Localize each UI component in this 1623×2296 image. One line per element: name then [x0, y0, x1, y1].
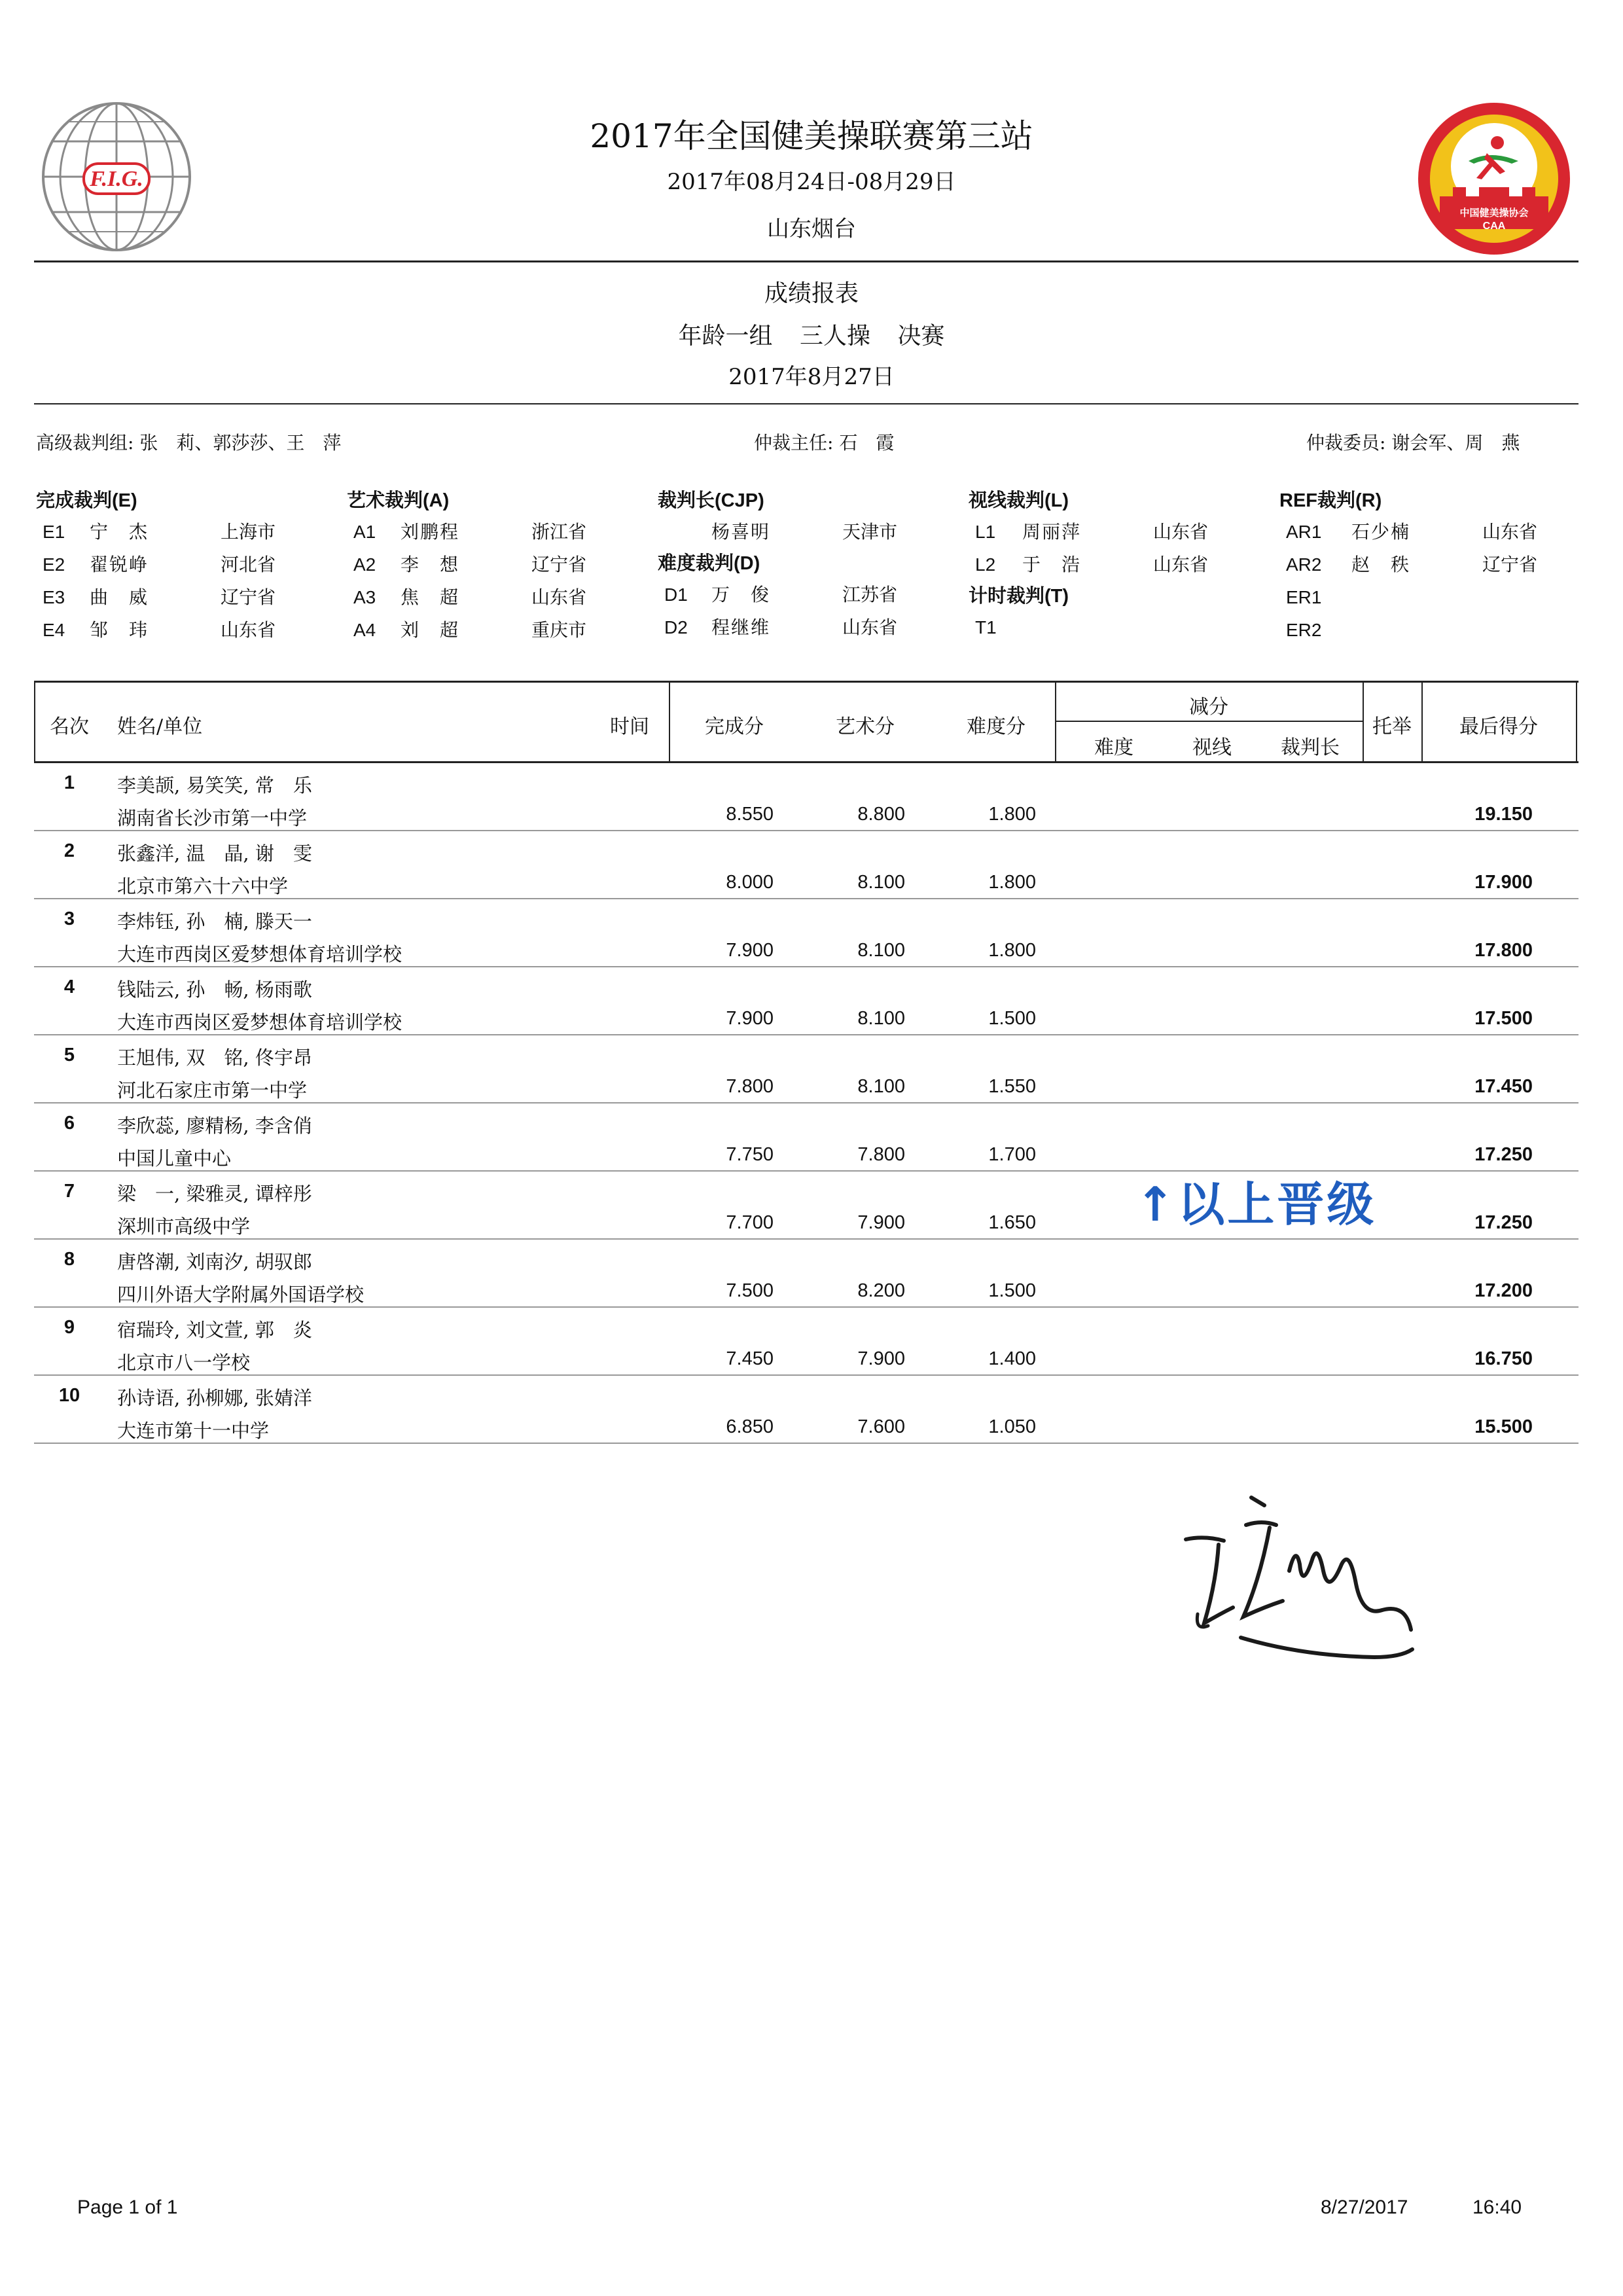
judge-province: 山东省: [1482, 521, 1538, 543]
athletes-cell: 王旭伟, 双 铭, 佟宇昂: [117, 1047, 312, 1069]
judge-province: 重庆市: [531, 619, 587, 641]
execution-judges-title: 完成裁判(E): [36, 490, 137, 511]
header-rank: 名次: [50, 715, 89, 738]
judge-code: A2: [353, 554, 376, 575]
exec-score: 8.000: [726, 872, 774, 893]
judge-code: A1: [353, 522, 376, 542]
judge-province: 浙江省: [531, 521, 587, 543]
final-score: 17.250: [1474, 1212, 1533, 1233]
fig-logo-text: F.I.G.: [90, 167, 143, 191]
judge-name: 宁 杰: [90, 521, 149, 543]
table-row: [34, 967, 1578, 1035]
difficulty-judges-title: 难度裁判(D): [658, 553, 760, 574]
judge-province: 河北省: [221, 554, 276, 575]
judge-province: 辽宁省: [531, 554, 587, 575]
diff-score: 1.650: [988, 1212, 1036, 1233]
jury-president: 仲裁主任: 石 霞: [754, 432, 895, 454]
rank-cell: 4: [63, 977, 75, 997]
judge-name: 翟锐峥: [90, 554, 149, 575]
final-score: 16.750: [1474, 1348, 1533, 1369]
header-deduction: 减分: [1189, 696, 1228, 719]
table-row: [34, 831, 1578, 899]
art-score: 7.600: [857, 1416, 905, 1437]
table-row: [34, 763, 1578, 831]
art-score: 8.100: [857, 1076, 905, 1097]
footer-time: 16:40: [1472, 2197, 1522, 2218]
unit-cell: 北京市八一学校: [117, 1352, 251, 1374]
line-judges-title: 视线裁判(L): [969, 490, 1069, 511]
judge-row: [1279, 548, 1537, 581]
judge-row: [347, 614, 586, 647]
athletes-cell: 李炜钰, 孙 楠, 滕天一: [117, 910, 312, 933]
athletes-cell: 李美颉, 易笑笑, 常 乐: [117, 774, 312, 797]
final-score: 17.250: [1474, 1144, 1533, 1165]
judge-row: [969, 516, 1208, 548]
athletes-cell: 宿瑞玲, 刘文萱, 郭 炎: [117, 1319, 312, 1341]
ref-judges: [1279, 486, 1537, 647]
athletes-cell: 张鑫洋, 温 晶, 谢 雯: [117, 842, 312, 865]
header-lift: 托举: [1372, 715, 1412, 738]
judge-province: 山东省: [221, 619, 276, 641]
judge-code: D2: [664, 617, 688, 637]
judge-row: [658, 611, 897, 644]
art-score: 7.800: [857, 1144, 905, 1165]
final-score: 17.800: [1474, 940, 1533, 961]
header-art: 艺术分: [836, 715, 895, 738]
unit-cell: 湖南省长沙市第一中学: [117, 807, 308, 829]
diff-score: 1.700: [988, 1144, 1036, 1165]
report-subtitle: 年龄一组 三人操 决赛: [678, 323, 945, 350]
final-score: 19.150: [1474, 804, 1533, 825]
art-score: 8.800: [857, 804, 905, 825]
judge-row: [1279, 581, 1537, 614]
final-score: 17.450: [1474, 1076, 1533, 1097]
signature: [1178, 1486, 1427, 1695]
exec-score: 6.850: [726, 1416, 774, 1437]
exec-score: 7.750: [726, 1144, 774, 1165]
athletes-cell: 孙诗语, 孙柳娜, 张婧洋: [117, 1387, 312, 1409]
athletes-cell: 梁 一, 梁雅灵, 谭梓彤: [117, 1183, 312, 1205]
final-score: 17.200: [1474, 1280, 1533, 1301]
judge-province: 辽宁省: [1482, 554, 1538, 575]
rank-cell: 5: [63, 1045, 75, 1066]
deduction-divider: [1055, 721, 1363, 722]
judge-code: L1: [975, 522, 996, 542]
judge-row: [658, 516, 897, 548]
unit-cell: 大连市西岗区爱梦想体育培训学校: [117, 1011, 402, 1033]
unit-cell: 四川外语大学附属外国语学校: [117, 1283, 365, 1306]
judge-code: AR1: [1286, 522, 1322, 542]
judge-province: 山东省: [842, 617, 898, 638]
judge-code: T1: [975, 617, 997, 637]
unit-cell: 北京市第六十六中学: [117, 875, 289, 897]
athletes-cell: 钱陆云, 孙 畅, 杨雨歌: [117, 978, 312, 1001]
judge-name: 杨喜明: [711, 521, 771, 543]
judge-row: [347, 581, 586, 614]
rank-cell: 8: [63, 1249, 75, 1270]
judge-code: ER2: [1286, 620, 1322, 640]
senior-panel: 高级裁判组: 张 莉、郭莎莎、王 萍: [36, 432, 342, 454]
diff-score: 1.050: [988, 1416, 1036, 1437]
header-divider: [34, 260, 1578, 262]
art-score: 8.100: [857, 940, 905, 961]
unit-cell: 深圳市高级中学: [117, 1215, 251, 1238]
athletes-cell: 唐啓潮, 刘南汐, 胡驭郎: [117, 1251, 312, 1273]
execution-judges: [36, 486, 276, 647]
diff-score: 1.800: [988, 872, 1036, 893]
judge-row: [36, 516, 276, 548]
exec-score: 7.800: [726, 1076, 774, 1097]
judge-code: AR2: [1286, 554, 1322, 575]
unit-cell: 大连市第十一中学: [117, 1420, 270, 1442]
judge-name: 于 浩: [1022, 554, 1082, 575]
judge-province: 山东省: [1153, 521, 1209, 543]
exec-score: 7.450: [726, 1348, 774, 1369]
qualified-annotation: ↑以上晋级: [1135, 1177, 1377, 1232]
table-row: [34, 1035, 1578, 1103]
event-venue: 山东烟台: [767, 216, 856, 242]
judge-province: 上海市: [221, 521, 276, 543]
artistic-judges-title: 艺术裁判(A): [347, 490, 450, 511]
exec-score: 8.550: [726, 804, 774, 825]
judge-name: 李 想: [401, 554, 460, 575]
unit-cell: 中国儿童中心: [117, 1147, 232, 1170]
time-judges-title: 计时裁判(T): [969, 586, 1069, 607]
jury-members: 仲裁委员: 谢会军、周 燕: [1306, 432, 1520, 454]
judge-name: 程继维: [711, 617, 771, 638]
judge-row: [347, 548, 586, 581]
header-diff: 难度分: [967, 715, 1026, 738]
judge-name: 刘 超: [401, 619, 460, 641]
table-row: [34, 1240, 1578, 1308]
report-title: 成绩报表: [764, 280, 859, 307]
table-row: [34, 1308, 1578, 1376]
judge-row: [1279, 516, 1537, 548]
diff-score: 1.550: [988, 1076, 1036, 1097]
exec-score: 7.500: [726, 1280, 774, 1301]
final-score: 17.900: [1474, 872, 1533, 893]
judge-name: 周丽萍: [1022, 521, 1082, 543]
final-score: 17.500: [1474, 1008, 1533, 1029]
header-ded-line: 视线: [1192, 736, 1232, 759]
judge-code: A4: [353, 620, 376, 640]
art-score: 8.100: [857, 1008, 905, 1029]
final-score: 15.500: [1474, 1416, 1533, 1437]
footer-page-number: Page 1 of 1: [77, 2197, 178, 2218]
table-row: [34, 899, 1578, 967]
rank-cell: 9: [63, 1317, 75, 1338]
judge-name: 焦 超: [401, 586, 460, 608]
art-score: 7.900: [857, 1348, 905, 1369]
line-time-judges: [969, 486, 1208, 644]
judge-province: 辽宁省: [221, 586, 276, 608]
footer-date: 8/27/2017: [1321, 2197, 1408, 2218]
judge-code: E3: [43, 587, 65, 607]
caa-logo-text: 中国健美操协会: [1459, 207, 1529, 219]
report-date: 2017年8月27日: [728, 364, 895, 390]
results-table: [34, 681, 1578, 1444]
judge-code: E4: [43, 620, 65, 640]
judge-code: ER1: [1286, 587, 1322, 607]
header-ded-cjp: 裁判长: [1281, 736, 1340, 759]
header-final: 最后得分: [1459, 715, 1538, 738]
art-score: 7.900: [857, 1212, 905, 1233]
table-row: [34, 1103, 1578, 1172]
rank-cell: 7: [63, 1181, 75, 1202]
exec-score: 7.900: [726, 1008, 774, 1029]
diff-score: 1.500: [988, 1008, 1036, 1029]
judge-code: A3: [353, 587, 376, 607]
judge-name: 万 俊: [711, 584, 771, 605]
unit-cell: 大连市西岗区爱梦想体育培训学校: [117, 943, 402, 965]
artistic-judges: [347, 486, 586, 647]
caa-logo-sub: CAA: [1482, 221, 1506, 232]
col-divider: [1576, 683, 1577, 761]
judge-row: [36, 581, 276, 614]
exec-score: 7.900: [726, 940, 774, 961]
cjp-judges-title: 裁判长(CJP): [658, 490, 764, 511]
judge-code: E1: [43, 522, 65, 542]
rank-cell: 2: [63, 840, 75, 861]
table-row: [34, 1376, 1578, 1444]
col-divider: [669, 683, 670, 761]
judge-name: 石少楠: [1351, 521, 1411, 543]
report-divider: [34, 403, 1578, 404]
judge-code: E2: [43, 554, 65, 575]
judge-row: [969, 611, 1208, 644]
judge-province: 山东省: [1153, 554, 1209, 575]
judge-province: 天津市: [842, 521, 898, 543]
judge-province: 江苏省: [842, 584, 898, 605]
art-score: 8.100: [857, 872, 905, 893]
rank-cell: 1: [63, 772, 75, 793]
diff-score: 1.800: [988, 804, 1036, 825]
table-header: [34, 681, 1578, 763]
rank-cell: 10: [58, 1385, 80, 1406]
ref-judges-title: REF裁判(R): [1279, 490, 1382, 511]
judge-code: D1: [664, 584, 688, 605]
judge-name: 曲 威: [90, 586, 149, 608]
diff-score: 1.400: [988, 1348, 1036, 1369]
header-name: 姓名/单位: [117, 715, 203, 738]
athletes-cell: 李欣蕊, 廖精杨, 李含俏: [117, 1115, 312, 1137]
judge-row: [36, 548, 276, 581]
judge-name: 刘鹏程: [401, 521, 460, 543]
judge-row: [658, 579, 897, 611]
judge-name: 邹 玮: [90, 619, 149, 641]
header-time: 时间: [610, 715, 649, 738]
header-ded-diff: 难度: [1094, 736, 1133, 759]
diff-score: 1.800: [988, 940, 1036, 961]
event-title: 2017年全国健美操联赛第三站: [590, 117, 1033, 155]
judge-name: 赵 秩: [1351, 554, 1411, 575]
unit-cell: 河北石家庄市第一中学: [117, 1079, 308, 1102]
rank-cell: 6: [63, 1113, 75, 1134]
event-dates: 2017年08月24日-08月29日: [667, 169, 956, 195]
judge-row: [347, 516, 586, 548]
judge-code: L2: [975, 554, 996, 575]
header-exec: 完成分: [705, 715, 764, 738]
judge-province: 山东省: [531, 586, 587, 608]
judge-row: [1279, 614, 1537, 647]
judge-row: [969, 548, 1208, 581]
cjp-difficulty-judges: [658, 486, 897, 644]
rank-cell: 3: [63, 908, 75, 929]
judge-row: [36, 614, 276, 647]
exec-score: 7.700: [726, 1212, 774, 1233]
diff-score: 1.500: [988, 1280, 1036, 1301]
art-score: 8.200: [857, 1280, 905, 1301]
